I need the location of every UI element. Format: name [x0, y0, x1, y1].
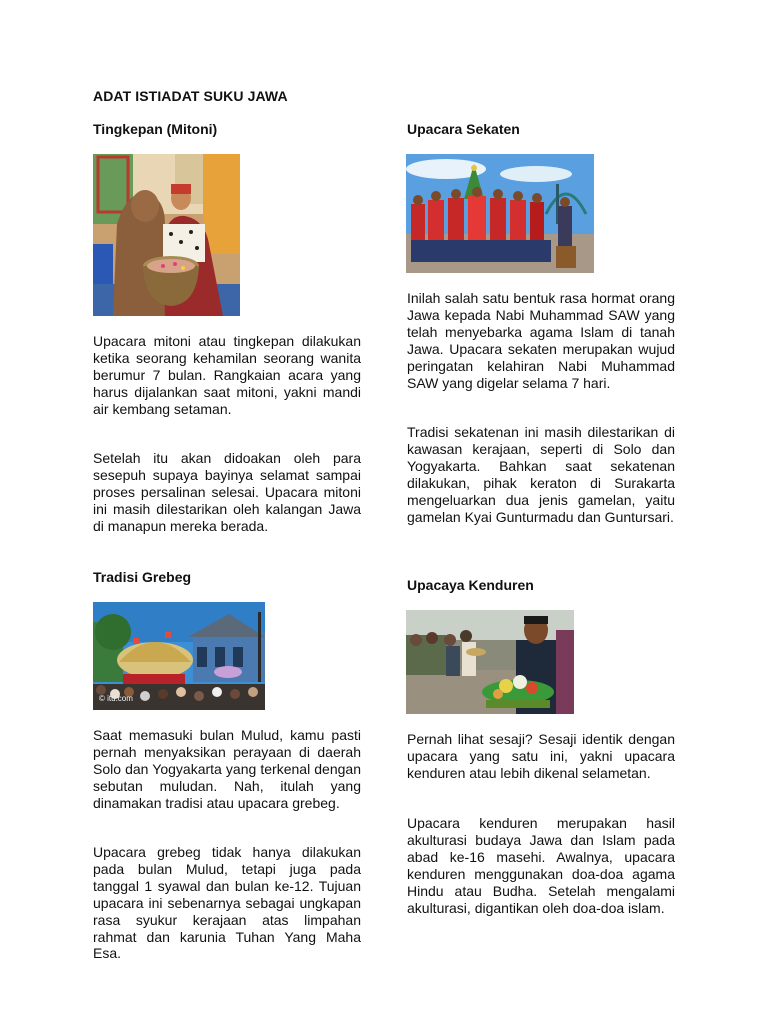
photo-kenduren [406, 610, 574, 714]
heading-sekaten: Upacara Sekaten [407, 121, 520, 137]
photo-grebeg [93, 602, 265, 710]
heading-mitoni: Tingkepan (Mitoni) [93, 121, 218, 137]
paragraph-mitoni-2: Setelah itu akan didoakan oleh para sesepuh supaya bayinya selamat sampai proses persalinan selesai. Upacara mitoni ini masih dilestarikan oleh kalangan Jawa di manapun mereka berada. [93, 450, 361, 534]
photo-sekaten [406, 154, 594, 273]
heading-kenduren: Upacaya Kenduren [407, 577, 534, 593]
paragraph-sekaten-1: Inilah salah satu bentuk rasa hormat orang Jawa kepada Nabi Muhammad SAW yang telah menyebarka agama Islam di tanah Jawa. Upacara sekaten merupakan wujud peringatan kelahiran Nabi Muhammad SAW yang digelar selama 7 hari. [407, 290, 675, 391]
heading-grebeg: Tradisi Grebeg [93, 569, 192, 585]
paragraph-grebeg-1: Saat memasuki bulan Mulud, kamu pasti pernah menyaksikan perayaan di daerah Solo dan Yogyakarta yang terkenal dengan sebutan muludan. Nah, itulah yang dinamakan tradisi atau upacara grebeg. [93, 727, 361, 811]
document-title: ADAT ISTIADAT SUKU JAWA [93, 88, 288, 104]
paragraph-kenduren-2: Upacara kenduren merupakan hasil akulturasi budaya Jawa dan Islam pada abad ke-16 masehi. Awalnya, upacara kenduren menggunakan doa-doa agama Hindu atau Budha. Setelah mengalami akulturasi, digantikan oleh doa-doa islam. [407, 815, 675, 916]
paragraph-kenduren-1: Pernah lihat sesaji? Sesaji identik dengan upacara yang satu ini, yakni upacara kenduren atau lebih dikenal selametan. [407, 731, 675, 781]
paragraph-grebeg-2: Upacara grebeg tidak hanya dilakukan pada bulan Mulud, tetapi juga pada tanggal 1 syawal dan bulan ke-12. Tujuan upacara ini sebenarnya sebagai ungkapan rasa syukur kerajaan atas limpahan rahmat dan karunia Tuhan Yang Maha Esa. [93, 844, 361, 962]
photo-mitoni [93, 154, 240, 316]
photo-watermark: © itu.com [99, 694, 133, 703]
paragraph-mitoni-1: Upacara mitoni atau tingkepan dilakukan ketika seorang kehamilan seorang wanita berumur 7 bulan. Rangkaian acara yang harus dijalankan saat mitoni, yakni mandi air kembang setaman. [93, 333, 361, 417]
paragraph-sekaten-2: Tradisi sekatenan ini masih dilestarikan di kawasan kerajaan, seperti di Solo dan Yogyakarta. Bahkan saat sekatenan dilakukan, pihak keraton di Surakarta mengeluarkan dua jenis gamelan, yaitu gamelan Kyai Gunturmadu dan Guntursari. [407, 424, 675, 525]
